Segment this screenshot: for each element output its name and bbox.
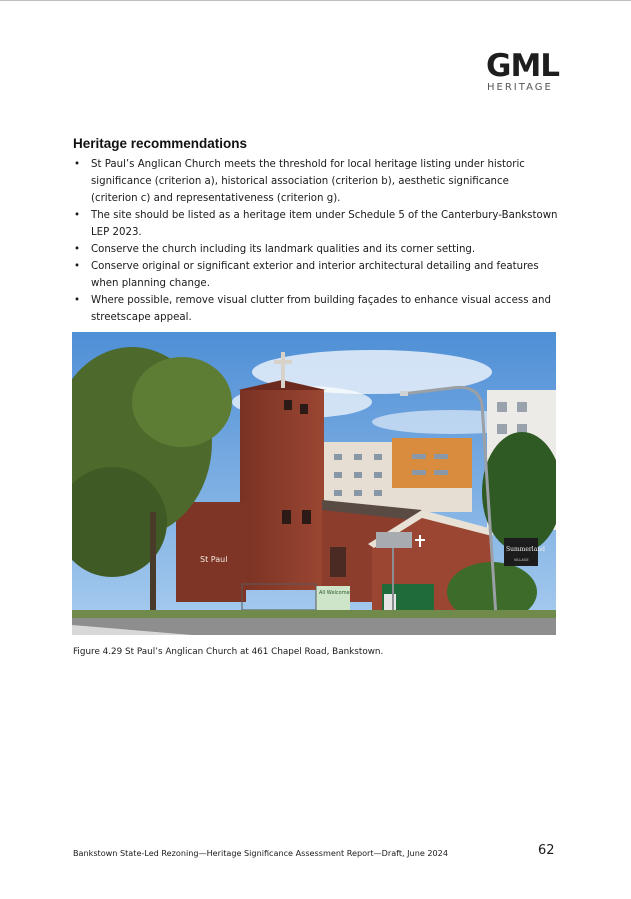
bullet-icon: • <box>74 244 81 255</box>
list-item <box>73 292 558 326</box>
logo-mark: GML <box>486 48 560 84</box>
list-item-text: Where possible, remove visual clutter from building façades to enhance visual access and streetscape appeal. <box>91 295 551 323</box>
bullet-icon: • <box>74 210 81 221</box>
list-item-text: The site should be listed as a heritage item under Schedule 5 of the Canterbury-Bankstown LEP 2023. <box>91 210 558 238</box>
list-item <box>73 241 558 258</box>
list-item-text: St Paul’s Anglican Church meets the threshold for local heritage listing under historic significance (criterion a), historical association (criterion b), aesthetic significance (criterion c) and representativeness (criterion g). <box>91 159 525 204</box>
top-rule <box>0 0 631 1</box>
gml-heritage-logo <box>486 48 560 96</box>
footer-text: Bankstown State-Led Rezoning—Heritage Significance Assessment Report—Draft, June 2024 <box>73 848 448 858</box>
church-photo <box>72 332 556 635</box>
logo-subtitle: HERITAGE <box>487 82 553 93</box>
church-sign-text: St Paul <box>200 555 228 564</box>
shop-sign-subtext: VILLAGE <box>514 558 529 562</box>
list-item <box>73 156 558 207</box>
banner-text: All Welcome <box>319 590 350 596</box>
page-number: 62 <box>538 843 555 858</box>
bullet-icon: • <box>74 261 81 272</box>
list-item <box>73 258 558 292</box>
list-item-text: Conserve the church including its landmark qualities and its corner setting. <box>91 244 476 255</box>
section-heading: Heritage recommendations <box>73 136 248 151</box>
shop-sign-text: Summerland <box>506 546 545 553</box>
list-item <box>73 207 558 241</box>
bullet-icon: • <box>74 159 81 170</box>
recommendations-list <box>73 156 558 326</box>
list-item-text: Conserve original or significant exterior and interior architectural detailing and features when planning change. <box>91 261 539 289</box>
figure-caption: Figure 4.29 St Paul’s Anglican Church at 461 Chapel Road, Bankstown. <box>73 647 384 657</box>
bullet-icon: • <box>74 295 81 306</box>
